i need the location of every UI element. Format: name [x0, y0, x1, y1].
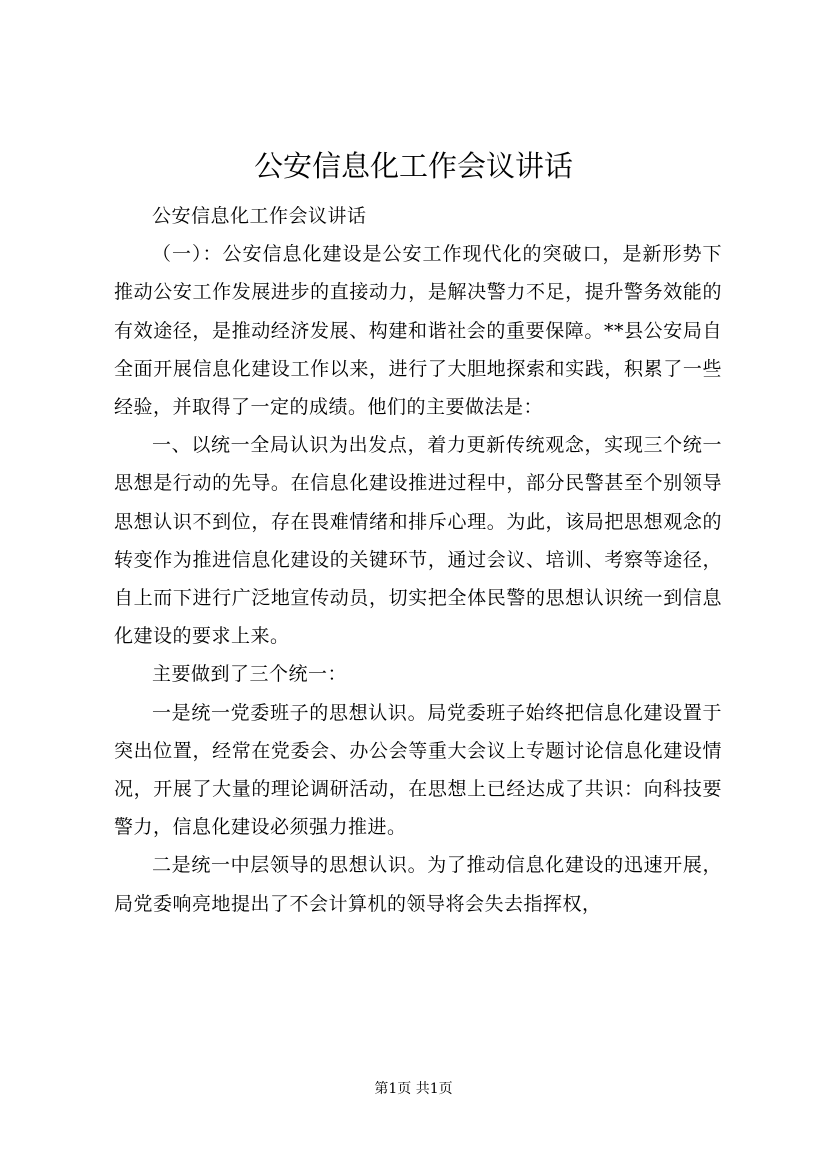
document-body	[114, 197, 722, 923]
paragraph-intro: （一）：公安信息化建设是公安工作现代化的突破口，是新形势下推动公安工作发展进步的直接动力，是解决警力不足，提升警务效能的有效途径，是推动经济发展、构建和谐社会的重要保障。**县公安局自全面开展信息化建设工作以来，进行了大胆地探索和实践，积累了一些经验，并取得了一定的成绩。他们的主要做法是：	[114, 243, 722, 419]
paragraph-unity-two: 二是统一中层领导的思想认识。为了推动信息化建设的迅速开展，局党委响亮地提出了不会计算机的领导将会失去指挥权，	[114, 854, 722, 915]
document-title: 公安信息化工作会议讲话	[253, 149, 573, 183]
paragraph-three-unities: 主要做到了三个统一：	[152, 663, 348, 686]
paragraph-subtitle: 公安信息化工作会议讲话	[152, 205, 367, 227]
paragraph-section-one: 一、以统一全局认识为出发点，着力更新传统观念，实现三个统一思想是行动的先导。在信息化建设推进过程中，部分民警甚至个别领导思想认识不到位，存在畏难情绪和排斥心理。为此，该局把思想观念的转变作为推进信息化建设的关键环节，通过会议、培训、考察等途径，自上而下进行广泛地宣传动员，切实把全体民警的思想认识统一到信息化建设的要求上来。	[114, 434, 722, 648]
paragraph-unity-one: 一是统一党委班子的思想认识。局党委班子始终把信息化建设置于突出位置，经常在党委会、办公会等重大会议上专题讨论信息化建设情况，开展了大量的理论调研活动，在思想上已经达成了共识：向科技要警力，信息化建设必须强力推进。	[114, 701, 722, 839]
page-footer: 第1页 共1页	[374, 1081, 453, 1097]
